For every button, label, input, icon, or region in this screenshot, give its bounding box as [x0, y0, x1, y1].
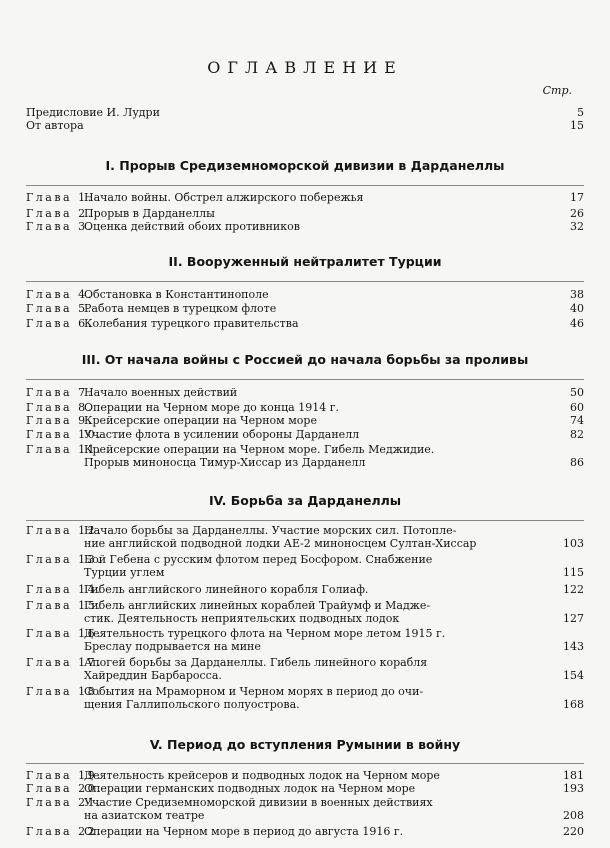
page-number: 127	[563, 612, 584, 625]
entry-line	[26, 627, 584, 640]
entry-line	[26, 599, 584, 612]
toc-entry[interactable]	[26, 428, 584, 441]
page-number: 38	[570, 288, 584, 301]
chapter-label: Глава 20.	[26, 782, 104, 795]
page-number: 115	[563, 566, 584, 579]
chapter-label: Глава 19.	[26, 769, 104, 782]
chapter-label: Глава 12.	[26, 524, 104, 537]
entry-line	[26, 207, 584, 220]
page-number: 220	[563, 825, 584, 838]
entry-title: Операции на Черном море в период до августа 1916 г.	[84, 825, 404, 838]
toc-entry[interactable]	[26, 302, 584, 315]
toc-entry[interactable]	[26, 656, 584, 682]
toc-entry[interactable]	[26, 401, 584, 414]
section-divider	[26, 281, 584, 282]
entry-line	[26, 553, 584, 566]
page-number: 50	[570, 386, 584, 399]
toc-entry[interactable]	[26, 599, 584, 625]
page-number: 17	[570, 191, 584, 204]
entry-line	[26, 796, 584, 809]
chapter-label: Глава 11.	[26, 443, 104, 456]
entry-title: Бой Гебена с русским флотом перед Босфором. Снабжение	[84, 553, 433, 566]
entry-title: Работа немцев в турецком флоте	[84, 302, 277, 315]
page-number: 46	[570, 317, 584, 330]
entry-title: От автора	[26, 119, 84, 132]
chapter-label: Глава 17.	[26, 656, 104, 669]
entry-line	[26, 386, 584, 399]
toc-entry[interactable]	[26, 106, 584, 119]
page-number: 86	[570, 456, 584, 469]
entry-title: Крейсерские операции на Черном море	[84, 414, 317, 427]
entry-title: Колебания турецкого правительства	[84, 317, 299, 330]
entry-line	[26, 612, 584, 625]
page-number: 60	[570, 401, 584, 414]
entry-title: События на Мраморном и Черном морях в период до очи-	[84, 685, 424, 698]
entry-title: Начало борьбы за Дарданеллы. Участие морских сил. Потопле-	[84, 524, 457, 537]
entry-title: Обстановка в Константинополе	[84, 288, 269, 301]
section-heading: II. Вооруженный нейтралитет Турции	[168, 254, 442, 269]
entry-line	[26, 317, 584, 330]
toc-entry[interactable]	[26, 288, 584, 301]
entry-title: Оценка действий обоих противников	[84, 220, 300, 233]
chapter-label: Глава 9.	[26, 414, 94, 427]
entry-title: Хайреддин Барбаросса.	[84, 669, 222, 682]
page-number: 103	[563, 537, 584, 550]
entry-title: Турции углем	[84, 566, 165, 579]
chapter-label: Глава 21.	[26, 796, 104, 809]
page-number: 74	[570, 414, 584, 427]
entry-title: Бреслау подрывается на мине	[84, 640, 261, 653]
chapter-label: Глава 4.	[26, 288, 94, 301]
chapter-label: Глава 10.	[26, 428, 104, 441]
chapter-label: Глава 2.	[26, 207, 94, 220]
entry-line	[26, 685, 584, 698]
toc-entry[interactable]	[26, 685, 584, 711]
entry-title: Гибель английских линейных кораблей Трайумф и Маджe-	[84, 599, 431, 612]
entry-line	[26, 456, 584, 469]
section-divider	[26, 520, 584, 521]
entry-line	[26, 443, 584, 456]
chapter-label: Глава 5.	[26, 302, 94, 315]
chapter-label: Глава 3.	[26, 220, 94, 233]
chapter-label: Глава 6.	[26, 317, 94, 330]
entry-title: Апогей борьбы за Дарданеллы. Гибель линейного корабля	[84, 656, 428, 669]
page-number: 82	[570, 428, 584, 441]
entry-title: щения Галлипольского полуострова.	[84, 698, 300, 711]
toc-entry[interactable]	[26, 386, 584, 399]
entry-line	[26, 537, 584, 550]
entry-line	[26, 106, 584, 119]
entry-title: Деятельность крейсеров и подводных лодок на Черном море	[84, 769, 440, 782]
entry-title: Крейсерские операции на Черном море. Гибель Меджидие.	[84, 443, 435, 456]
page-number: 193	[563, 782, 584, 795]
entry-line	[26, 220, 584, 233]
entry-title: Операции германских подводных лодок на Черном море	[84, 782, 416, 795]
entry-line	[26, 782, 584, 795]
entry-line	[26, 809, 584, 822]
entry-line	[26, 583, 584, 596]
entry-title: Начало военных действий	[84, 386, 238, 399]
chapter-label: Глава 13.	[26, 553, 104, 566]
entry-line	[26, 119, 584, 132]
page-number: 168	[563, 698, 584, 711]
page-number: 181	[563, 769, 584, 782]
entry-title: стик. Деятельность неприятельских подводных лодок	[84, 612, 400, 625]
entry-title: Предисловие И. Лудри	[26, 106, 160, 119]
entry-line	[26, 302, 584, 315]
section-divider	[26, 185, 584, 186]
toc-entry[interactable]	[26, 191, 584, 204]
toc-entry[interactable]	[26, 524, 584, 550]
page-title: ОГЛАВЛЕНИЕ	[207, 58, 403, 77]
entry-line	[26, 656, 584, 669]
entry-title: Прорыв в Дарданеллы	[84, 207, 215, 220]
entry-line	[26, 288, 584, 301]
entry-title: Участие флота в усилении обороны Дарданелл	[84, 428, 360, 441]
chapter-label: Глава 18.	[26, 685, 104, 698]
page-number: 40	[570, 302, 584, 315]
page-number: 5	[577, 106, 584, 119]
page-number: 143	[563, 640, 584, 653]
entry-title: Участие Средиземноморской дивизии в военных действиях	[84, 796, 433, 809]
section-heading: I. Прорыв Средиземноморской дивизии в Дарданеллы	[105, 158, 505, 173]
toc-entry[interactable]	[26, 796, 584, 822]
entry-line	[26, 825, 584, 838]
toc-entry[interactable]	[26, 553, 584, 579]
toc-entry[interactable]	[26, 627, 584, 653]
chapter-label: Глава 16.	[26, 627, 104, 640]
entry-title: на азиатском театре	[84, 809, 205, 822]
section-heading: V. Период до вступления Румынии в войну	[149, 737, 461, 752]
chapter-label: Глава 7.	[26, 386, 94, 399]
toc-entry[interactable]	[26, 443, 584, 469]
section-divider	[26, 763, 584, 764]
entry-line	[26, 414, 584, 427]
page-column-header: Стр.	[542, 84, 572, 97]
entry-line	[26, 428, 584, 441]
entry-title: Начало войны. Обстрел алжирского побережья	[84, 191, 364, 204]
page-number: 26	[570, 207, 584, 220]
entry-line	[26, 566, 584, 579]
section-heading: III. От начала войны с Россией до начала борьбы за проливы	[81, 352, 529, 367]
page-number: 122	[563, 583, 584, 596]
entry-title: Гибель английского линейного корабля Голиаф.	[84, 583, 369, 596]
toc-entry[interactable]	[26, 119, 584, 132]
toc-entry[interactable]	[26, 414, 584, 427]
entry-title: Операции на Черном море до конца 1914 г.	[84, 401, 339, 414]
entry-line	[26, 191, 584, 204]
entry-title: ние английской подводной лодки АЕ-2 миноносцем Султан-Хиссар	[84, 537, 477, 550]
chapter-label: Глава 14.	[26, 583, 104, 596]
page-number: 208	[563, 809, 584, 822]
page-number: 154	[563, 669, 584, 682]
entry-line	[26, 524, 584, 537]
toc-entry[interactable]	[26, 782, 584, 795]
toc-entry[interactable]	[26, 825, 584, 838]
chapter-label: Глава 1.	[26, 191, 94, 204]
toc-entry[interactable]	[26, 317, 584, 330]
entry-title: Деятельность турецкого флота на Черном море летом 1915 г.	[84, 627, 446, 640]
chapter-label: Глава 8.	[26, 401, 94, 414]
entry-line	[26, 669, 584, 682]
entry-line	[26, 640, 584, 653]
section-divider	[26, 379, 584, 380]
toc-entry[interactable]	[26, 583, 584, 596]
section-heading: IV. Борьба за Дарданеллы	[208, 493, 402, 508]
page-number: 15	[570, 119, 584, 132]
chapter-label: Глава 22.	[26, 825, 104, 838]
toc-entry[interactable]	[26, 207, 584, 220]
toc-entry[interactable]	[26, 220, 584, 233]
entry-line	[26, 401, 584, 414]
toc-entry[interactable]	[26, 769, 584, 782]
entry-line	[26, 698, 584, 711]
chapter-label: Глава 15.	[26, 599, 104, 612]
entry-title: Прорыв миноносца Тимур-Хиссар из Дарданелл	[84, 456, 366, 469]
page-number: 32	[570, 220, 584, 233]
entry-line	[26, 769, 584, 782]
